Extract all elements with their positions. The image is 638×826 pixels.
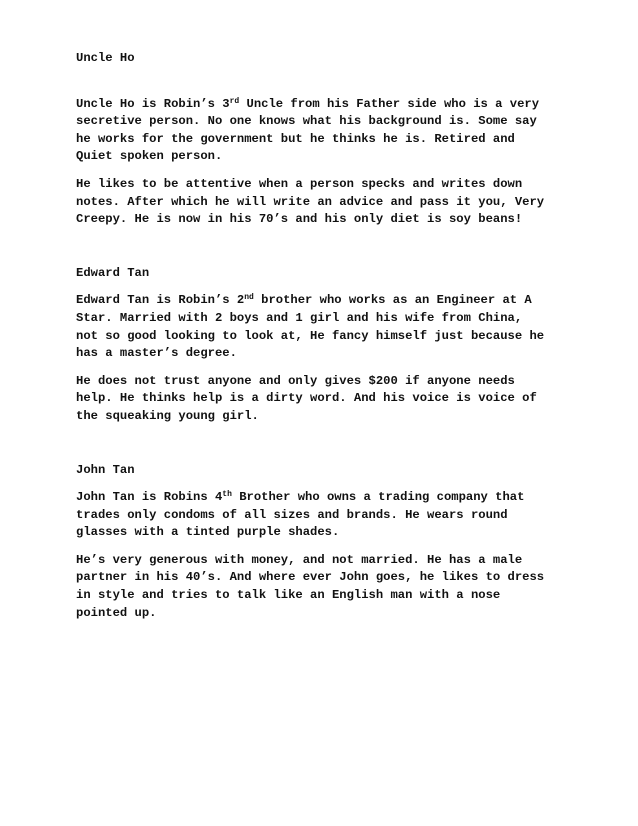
- section-heading-uncle-ho: Uncle Ho: [76, 51, 135, 65]
- section-heading-john-tan: John Tan: [76, 462, 135, 477]
- document-page: [76, 50, 576, 622]
- text-run: brother who works as an Engineer at A Star. Married with 2 boys and 1 girl and his wife from China, not so good looking to look at, He fancy himself just because he has a master’s degree.: [76, 293, 545, 361]
- ordinal-superscript: nd: [244, 293, 254, 303]
- paragraph-edward-tan-2: He does not trust anyone and only gives $200 if anyone needs help. He thinks help is a dirty word. And his voice is voice of the squeaking young girl.: [76, 373, 537, 423]
- text-run: Edward Tan is Robin’s 2: [76, 293, 245, 308]
- text-run: Uncle Ho is Robin’s 3: [76, 96, 230, 111]
- section-heading-edward-tan: Edward Tan: [76, 265, 150, 280]
- paragraph-uncle-ho-1: [76, 96, 576, 166]
- paragraph-uncle-ho-2: He likes to be attentive when a person specks and writes down notes. After which he will write an advice and pass it you, Very Creepy. He is now in his 70’s and his only diet is soy beans!: [76, 176, 545, 227]
- paragraph-edward-tan-1: [76, 292, 576, 362]
- paragraph-john-tan-2: He’s very generous with money, and not married. He has a male partner in his 40’s. And where ever John goes, he likes to dress in style and tries to talk like an English man with a nose pointed up.: [76, 552, 545, 620]
- paragraph-john-tan-1: [76, 489, 576, 542]
- text-run: Uncle from his Father side who is a very secretive person. No one knows what his background is. Some say he works for the government but he thinks he is. Retired and Quiet spoken person.: [76, 96, 540, 164]
- ordinal-superscript: rd: [229, 96, 240, 106]
- ordinal-superscript: th: [222, 490, 232, 500]
- text-run: John Tan is Robins 4: [76, 490, 223, 505]
- text-run: Brother who owns a trading company that trades only condoms of all sizes and brands. He wears round glasses with a tinted purple shades.: [76, 490, 525, 540]
